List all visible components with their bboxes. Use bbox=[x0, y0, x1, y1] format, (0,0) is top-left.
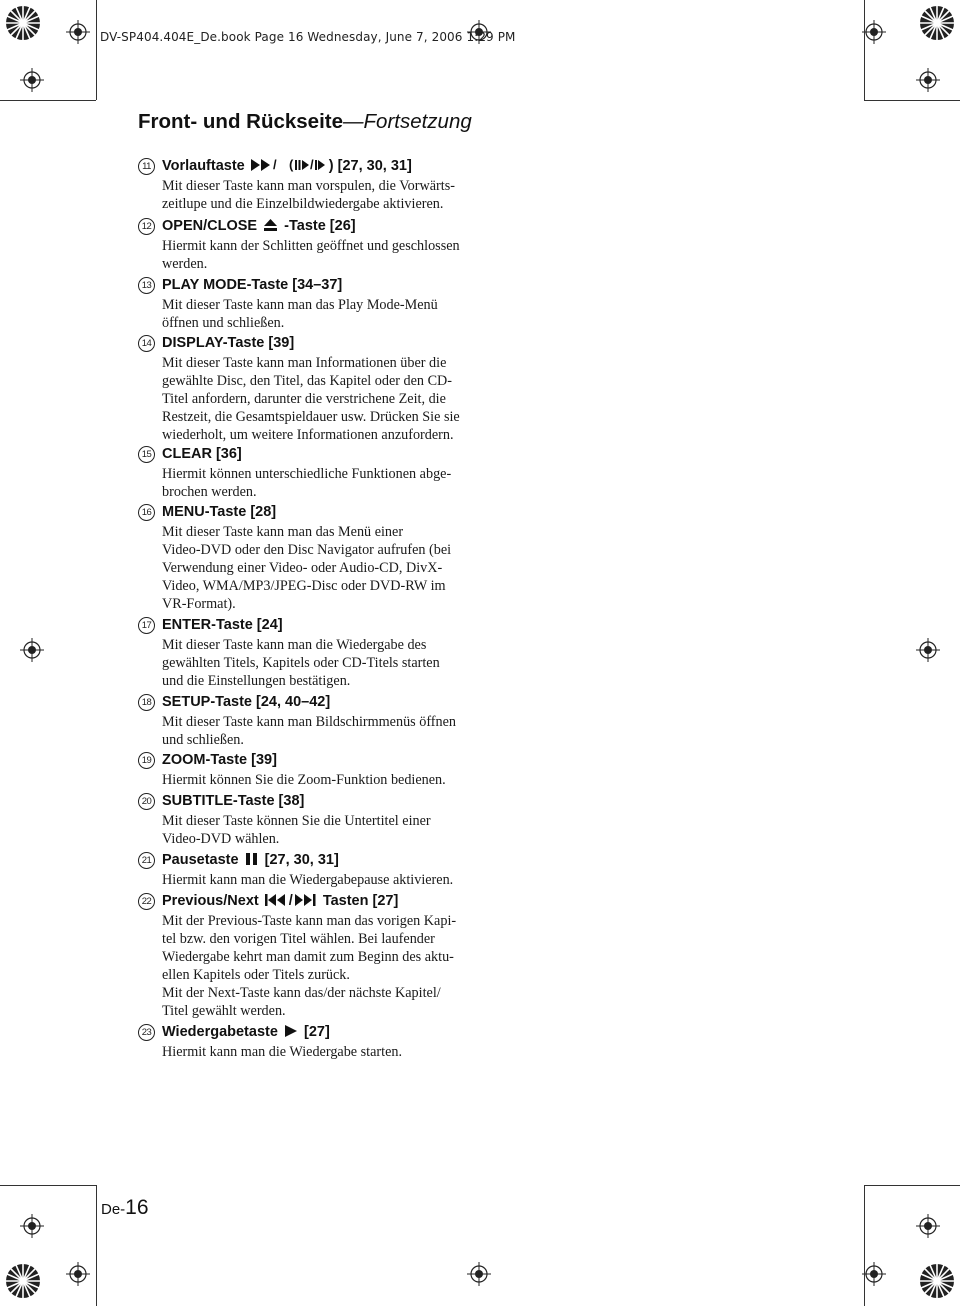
page-number-value: 16 bbox=[125, 1196, 149, 1219]
item-number-badge: 18 bbox=[138, 694, 155, 711]
description-line: Mit dieser Taste kann man Bildschirmmenüs öffnen bbox=[162, 714, 457, 730]
crop-line bbox=[864, 1185, 960, 1186]
item-heading bbox=[162, 616, 283, 634]
description-line: Mit dieser Taste kann man die Wiedergabe des bbox=[162, 637, 427, 653]
item-title: DISPLAY-Taste [39] bbox=[162, 335, 295, 351]
registration-mark-icon bbox=[467, 1262, 491, 1286]
item-heading bbox=[162, 157, 412, 175]
item-heading bbox=[162, 445, 242, 463]
registration-mark-icon bbox=[20, 68, 44, 92]
item-description bbox=[162, 713, 482, 749]
eject-icon bbox=[263, 218, 278, 232]
pause-icon bbox=[245, 852, 259, 866]
description-line: und schließen. bbox=[162, 732, 244, 748]
description-line: Mit der Previous-Taste kann man das vorigen Kapi- bbox=[162, 913, 457, 929]
item-number-badge: 19 bbox=[138, 752, 155, 769]
description-line: Hiermit kann der Schlitten geöffnet und geschlossen bbox=[162, 238, 460, 254]
description-line: gewählten Titels, Kapitels oder CD-Titels starten bbox=[162, 655, 440, 671]
registration-mark-icon bbox=[20, 1214, 44, 1238]
item-heading bbox=[162, 503, 276, 521]
item-title: CLEAR [36] bbox=[162, 446, 242, 462]
description-line: Mit dieser Taste kann man Informationen über die bbox=[162, 355, 447, 371]
item-description bbox=[162, 237, 482, 273]
item-title: PLAY MODE-Taste [34–37] bbox=[162, 277, 343, 293]
item-title: MENU-Taste [28] bbox=[162, 504, 277, 520]
item-number-badge: 17 bbox=[138, 617, 155, 634]
slow-step-icon bbox=[289, 158, 327, 172]
item-heading bbox=[162, 851, 339, 869]
item-number-badge: 22 bbox=[138, 893, 155, 910]
description-line: Titel gewählt werden. bbox=[162, 1003, 286, 1019]
description-line: gewählte Disc, den Titel, das Kapitel oder den CD- bbox=[162, 373, 452, 389]
description-line: Titel anfordern, darunter die verstrichene Zeit, die bbox=[162, 391, 446, 407]
svg-text:/: / bbox=[309, 158, 314, 172]
item-heading bbox=[162, 693, 330, 711]
description-line: Hiermit können unterschiedliche Funktionen abge- bbox=[162, 466, 452, 482]
item-number-badge: 23 bbox=[138, 1024, 155, 1041]
description-line: Mit dieser Taste kann man das Play Mode-Menü bbox=[162, 297, 438, 313]
description-line: Hiermit kann man die Wiedergabe starten. bbox=[162, 1044, 403, 1060]
description-line: öffnen und schließen. bbox=[162, 315, 285, 331]
item-description bbox=[162, 912, 482, 1020]
registration-mark-icon bbox=[862, 20, 886, 44]
description-line: Mit dieser Taste kann man das Menü einer bbox=[162, 524, 404, 540]
item-symbols: / ( / ) bbox=[245, 158, 338, 174]
item-title: Previous/Next bbox=[162, 893, 259, 909]
svg-text:/: / bbox=[272, 158, 277, 172]
forward-icon bbox=[251, 158, 285, 172]
crop-line bbox=[96, 1185, 97, 1306]
play-icon bbox=[284, 1024, 298, 1038]
description-line: brochen werden. bbox=[162, 484, 257, 500]
page-number bbox=[101, 1196, 149, 1220]
crop-line bbox=[0, 100, 96, 101]
item-number-badge: 11 bbox=[138, 158, 155, 175]
item-number-badge: 14 bbox=[138, 335, 155, 352]
item-description bbox=[162, 812, 482, 848]
item-symbols bbox=[239, 852, 265, 868]
description-line: Wiedergabe kehrt man damit zum Beginn des aktu- bbox=[162, 949, 454, 965]
registration-mark-icon bbox=[916, 638, 940, 662]
registration-mark-icon bbox=[862, 1262, 886, 1286]
item-description bbox=[162, 771, 482, 789]
crop-line bbox=[864, 100, 960, 101]
page-title bbox=[138, 110, 472, 134]
item-description bbox=[162, 523, 482, 613]
registration-mark-icon bbox=[20, 638, 44, 662]
description-line: Mit dieser Taste kann man vorspulen, die Vorwärts- bbox=[162, 178, 455, 194]
item-title: OPEN/CLOSE bbox=[162, 218, 258, 234]
item-heading bbox=[162, 276, 342, 294]
description-line: Restzeit, die Gesamtspieldauer usw. Drücken Sie sie bbox=[162, 409, 460, 425]
description-line: wiederholt, um weitere Informationen anzufordern. bbox=[162, 427, 454, 443]
description-line: Video-DVD oder den Disc Navigator aufrufen (bei bbox=[162, 542, 452, 558]
description-line: Video-DVD wählen. bbox=[162, 831, 280, 847]
item-heading bbox=[162, 334, 294, 352]
item-heading bbox=[162, 217, 356, 235]
item-symbols bbox=[257, 218, 284, 234]
item-number-badge: 16 bbox=[138, 504, 155, 521]
item-description bbox=[162, 296, 482, 332]
item-number-badge: 12 bbox=[138, 218, 155, 235]
registration-mark-icon bbox=[916, 1214, 940, 1238]
description-line: VR-Format). bbox=[162, 596, 236, 612]
description-line: Hiermit können Sie die Zoom-Funktion bedienen. bbox=[162, 772, 446, 788]
description-line: werden. bbox=[162, 256, 208, 272]
crop-line bbox=[864, 0, 865, 100]
crop-line bbox=[0, 1185, 96, 1186]
registration-mark-icon bbox=[916, 68, 940, 92]
item-number-badge: 20 bbox=[138, 793, 155, 810]
description-line: und die Einstellungen bestätigen. bbox=[162, 673, 351, 689]
starburst-target-icon bbox=[918, 1262, 956, 1300]
item-title: Pausetaste bbox=[162, 852, 239, 868]
description-line: zeitlupe und die Einzelbildwiedergabe aktivieren. bbox=[162, 196, 444, 212]
item-title-suffix: [27, 30, 31] bbox=[337, 158, 412, 174]
item-title: SETUP-Taste [24, 40–42] bbox=[162, 694, 331, 710]
previous-icon bbox=[265, 893, 287, 907]
crop-line bbox=[864, 1185, 865, 1306]
description-line: tel bzw. den vorigen Titel wählen. Bei laufender bbox=[162, 931, 435, 947]
registration-mark-icon bbox=[66, 20, 90, 44]
item-number-badge: 15 bbox=[138, 446, 155, 463]
item-title: ZOOM-Taste [39] bbox=[162, 752, 277, 768]
crop-line bbox=[96, 0, 97, 100]
item-description bbox=[162, 871, 482, 889]
item-title-suffix: [27] bbox=[303, 1024, 330, 1040]
section-continuation: —Fortsetzung bbox=[343, 110, 472, 133]
item-symbols bbox=[278, 1024, 304, 1040]
item-number-badge: 13 bbox=[138, 277, 155, 294]
description-line: Mit dieser Taste können Sie die Untertitel einer bbox=[162, 813, 431, 829]
book-file-info: DV-SP404.404E_De.book Page 16 Wednesday, June 7, 2006 1:29 PM bbox=[100, 30, 516, 44]
item-heading bbox=[162, 1023, 330, 1041]
item-description bbox=[162, 177, 482, 213]
next-icon bbox=[295, 893, 317, 907]
item-heading bbox=[162, 751, 277, 769]
description-line: Hiermit kann man die Wiedergabepause aktivieren. bbox=[162, 872, 454, 888]
item-title-suffix: [27, 30, 31] bbox=[264, 852, 339, 868]
svg-text:(: ( bbox=[288, 158, 294, 172]
starburst-target-icon bbox=[4, 1262, 42, 1300]
description-line: Mit der Next-Taste kann das/der nächste Kapitel/ bbox=[162, 985, 441, 1001]
starburst-target-icon bbox=[918, 4, 956, 42]
item-title-suffix: Tasten [27] bbox=[322, 893, 399, 909]
item-description bbox=[162, 354, 482, 444]
item-title: SUBTITLE-Taste [38] bbox=[162, 793, 305, 809]
item-symbols: / bbox=[259, 893, 323, 909]
description-line: ellen Kapitels oder Titels zurück. bbox=[162, 967, 350, 983]
item-title: Wiedergabetaste bbox=[162, 1024, 278, 1040]
item-title: ENTER-Taste [24] bbox=[162, 617, 283, 633]
starburst-target-icon bbox=[4, 4, 42, 42]
item-number-badge: 21 bbox=[138, 852, 155, 869]
page-prefix: De- bbox=[101, 1201, 126, 1218]
registration-mark-icon bbox=[66, 1262, 90, 1286]
description-line: Verwendung einer Video- oder Audio-CD, DivX- bbox=[162, 560, 443, 576]
item-heading bbox=[162, 792, 304, 810]
item-description bbox=[162, 1043, 482, 1061]
section-title: Front- und Rückseite bbox=[138, 110, 344, 133]
item-title-suffix: -Taste [26] bbox=[284, 218, 356, 234]
item-title: Vorlauftaste bbox=[162, 158, 245, 174]
item-description bbox=[162, 465, 482, 501]
item-description bbox=[162, 636, 482, 690]
description-line: Video, WMA/MP3/JPEG-Disc oder DVD-RW im bbox=[162, 578, 446, 594]
item-heading bbox=[162, 892, 398, 910]
